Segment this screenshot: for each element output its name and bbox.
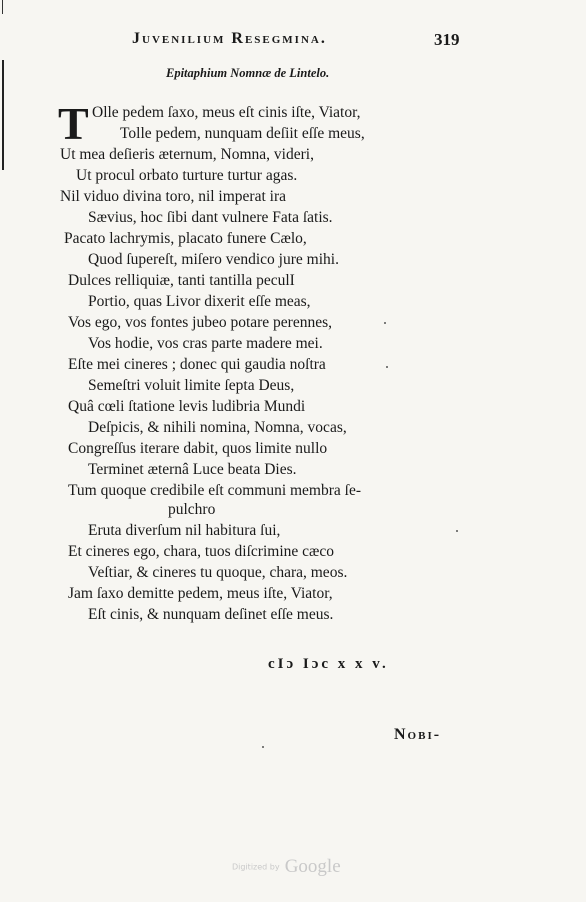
- poem-line: Tolle pedem, nunquam deſiit eſſe meus,: [120, 125, 365, 142]
- poem-line: Et cineres ego, chara, tuos diſcrimine cæco: [68, 543, 334, 560]
- date-line: cIɔ Iɔc x x v.: [268, 656, 389, 672]
- poem-line: Terminet æternâ Luce beata Dies.: [88, 461, 297, 478]
- margin-mark: [2, 0, 3, 14]
- poem-line: Pacato lachrymis, placato funere Cælo,: [64, 230, 307, 247]
- poem-line: Semeſtri voluit limite ſepta Deus,: [88, 377, 295, 394]
- margin-rule: [2, 60, 4, 170]
- poem-line: Vos hodie, vos cras parte madere mei.: [88, 335, 323, 352]
- ink-speck: [386, 366, 388, 368]
- poem-line: Congreſſus iterare dabit, quos limite nullo: [68, 440, 328, 457]
- poem-line: Ut mea deſieris æternum, Nomna, videri,: [60, 146, 314, 163]
- poem-line: pulchro: [168, 501, 216, 518]
- poem-line: Quod ſupereſt, miſero vendico jure mihi.: [88, 251, 339, 268]
- poem-line: Sævius, hoc ſibi dant vulnere Fata ſatis.: [88, 209, 333, 226]
- poem-line: Ut procul orbato turture turtur agas.: [76, 167, 298, 184]
- poem-line: Dulces relliquiæ, tanti tantilla peculI: [68, 272, 295, 289]
- ink-speck: [262, 746, 264, 748]
- running-head: Juvenilium Resegmina.: [132, 30, 327, 47]
- poem-line: Veſtiar, & cineres tu quoque, chara, meos.: [88, 564, 348, 581]
- poem-line: Eruta diverſum nil habitura ſui,: [88, 522, 281, 539]
- catchword: Nobi-: [394, 726, 442, 743]
- poem-line: Tum quoque credibile eſt communi membra ſe-: [68, 482, 362, 499]
- digitization-watermark: [232, 856, 341, 878]
- ink-speck: [384, 322, 386, 324]
- ink-speck: [456, 530, 458, 532]
- watermark-brand: Google: [284, 856, 341, 877]
- drop-cap: T: [58, 98, 89, 149]
- watermark-prefix: Digitized by: [232, 862, 280, 872]
- poem-line: Nil viduo divina toro, nil imperat ira: [60, 188, 286, 205]
- poem-line: Olle pedem ſaxo, meus eſt cinis iſte, Viator,: [92, 104, 361, 121]
- epitaph-title: Epitaphium Nomnæ de Lintelo.: [166, 66, 330, 80]
- poem-line: Deſpicis, & nihili nomina, Nomna, vocas,: [88, 419, 347, 436]
- poem-line: Portio, quas Livor dixerit eſſe meas,: [88, 293, 311, 310]
- page-number: 319: [434, 30, 460, 49]
- poem-line: Eſte mei cineres ; donec qui gaudia noſtra: [68, 356, 326, 373]
- poem-line: Jam ſaxo demitte pedem, meus iſte, Viator,: [68, 585, 333, 602]
- poem-line: Vos ego, vos fontes jubeo potare perennes,: [68, 314, 333, 331]
- poem-line: Quâ cœli ſtatione levis ludibria Mundi: [68, 398, 306, 415]
- poem-line: Eſt cinis, & nunquam deſinet eſſe meus.: [88, 606, 334, 623]
